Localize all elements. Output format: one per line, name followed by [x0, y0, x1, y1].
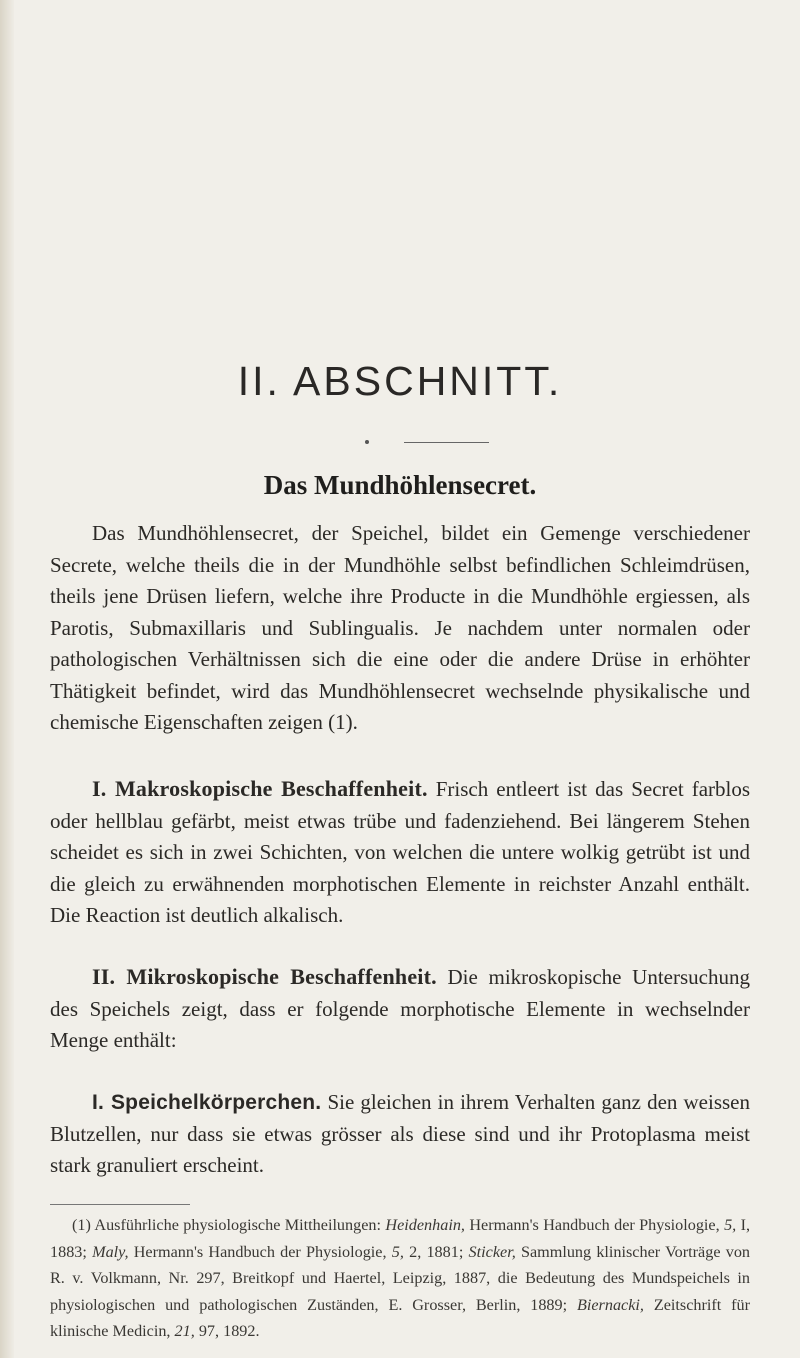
- footnote-text: Ausführliche physiologische Mittheilungen:: [94, 1216, 381, 1234]
- footnote-marker: (1): [72, 1216, 91, 1234]
- section-heading-salivary-corpuscles: I. Speichelkörperchen.: [92, 1091, 322, 1114]
- footnote-author: Biernacki,: [576, 1295, 644, 1314]
- footnote-text: Hermann's Handbuch der Physiologie,: [469, 1216, 720, 1234]
- section-heading-macroscopic: I. Makroskopische Beschaffenheit.: [92, 776, 428, 801]
- footnote-author: Sticker,: [468, 1242, 516, 1261]
- footnote-author: Heidenhain,: [385, 1216, 465, 1234]
- footnote-text: I, 1883;: [50, 1216, 751, 1261]
- footnote-text: 2, 1881;: [409, 1242, 464, 1261]
- section-text-macroscopic: Frisch entleert ist das Secret farblos oder hellblau gefärbt, meist etwas trübe und fadenziehend. Bei längerem Stehen scheidet es sich in zwei Schichten, von welchen die untere wolkig getrübt ist und die gleich zu erwähnenden morphotischen Elemente in reichster Anzahl enthält. Die Reaction ist deutlich alkalisch.: [50, 777, 751, 927]
- footnote: [50, 1212, 750, 1345]
- ornament-dot: [365, 440, 369, 444]
- section-salivary-corpuscles: [50, 1087, 750, 1182]
- ornament-rule: [404, 442, 489, 443]
- footnote-text: Zeitschrift für klinische Medicin,: [50, 1295, 751, 1340]
- footnote-volume: 5,: [391, 1242, 404, 1261]
- intro-paragraph: Das Mundhöhlensecret, der Speichel, bildet ein Gemenge verschiedener Secrete, welche theils die in der Mundhöhle selbst befindlichen Schleimdrüsen, theils jene Drüsen liefern, welche ihre Producte in die Mundhöhle ergiessen, als Parotis, Submaxillaris und Sublingualis. Je nachdem unter normalen oder pathologischen Verhältnissen sich die eine oder die andere Drüse in erhöhter Thätigkeit befindet, wird das Mundhöhlensecret wechselnde physikalische und chemische Eigenschaften zeigen (1).: [50, 521, 750, 734]
- section-microscopic: [50, 961, 750, 1057]
- footnote-text: 97, 1892.: [198, 1322, 260, 1340]
- section-heading-microscopic: II. Mikroskopische Beschaffenheit.: [92, 964, 437, 989]
- footnote-volume: 5,: [724, 1216, 737, 1234]
- footnote-rule: [50, 1204, 190, 1205]
- footnote-text: Sammlung klinischer Vorträge von R. v. Volkmann, Nr. 297, Breitkopf und Haertel, Leipzig, 1887, die Bedeutung des Mundspeichels in physiologischen und pathologischen Zuständen, E. Grosser, Berlin, 1889;: [50, 1242, 751, 1314]
- section-text-salivary-corpuscles: Sie gleichen in ihrem Verhalten ganz den weissen Blutzellen, nur dass sie etwas grösser als diese sind und ihr Protoplasma meist stark granuliert erscheint.: [50, 1090, 750, 1177]
- section-heading: II. ABSCHNITT.: [237, 358, 563, 404]
- section-text-microscopic: Die mikroskopische Untersuchung des Speichels zeigt, dass er folgende morphotische Elemente in wechselnder Menge enthält:: [50, 965, 750, 1052]
- footnote-volume: 21,: [174, 1322, 195, 1340]
- section-macroscopic: [50, 773, 750, 932]
- title-ornament: [365, 437, 505, 449]
- chapter-title: Das Mundhöhlensecret.: [263, 470, 537, 500]
- footnote-text: Hermann's Handbuch der Physiologie,: [133, 1242, 387, 1261]
- footnote-author: Maly,: [92, 1242, 129, 1261]
- page-edge-shadow: [0, 0, 14, 1358]
